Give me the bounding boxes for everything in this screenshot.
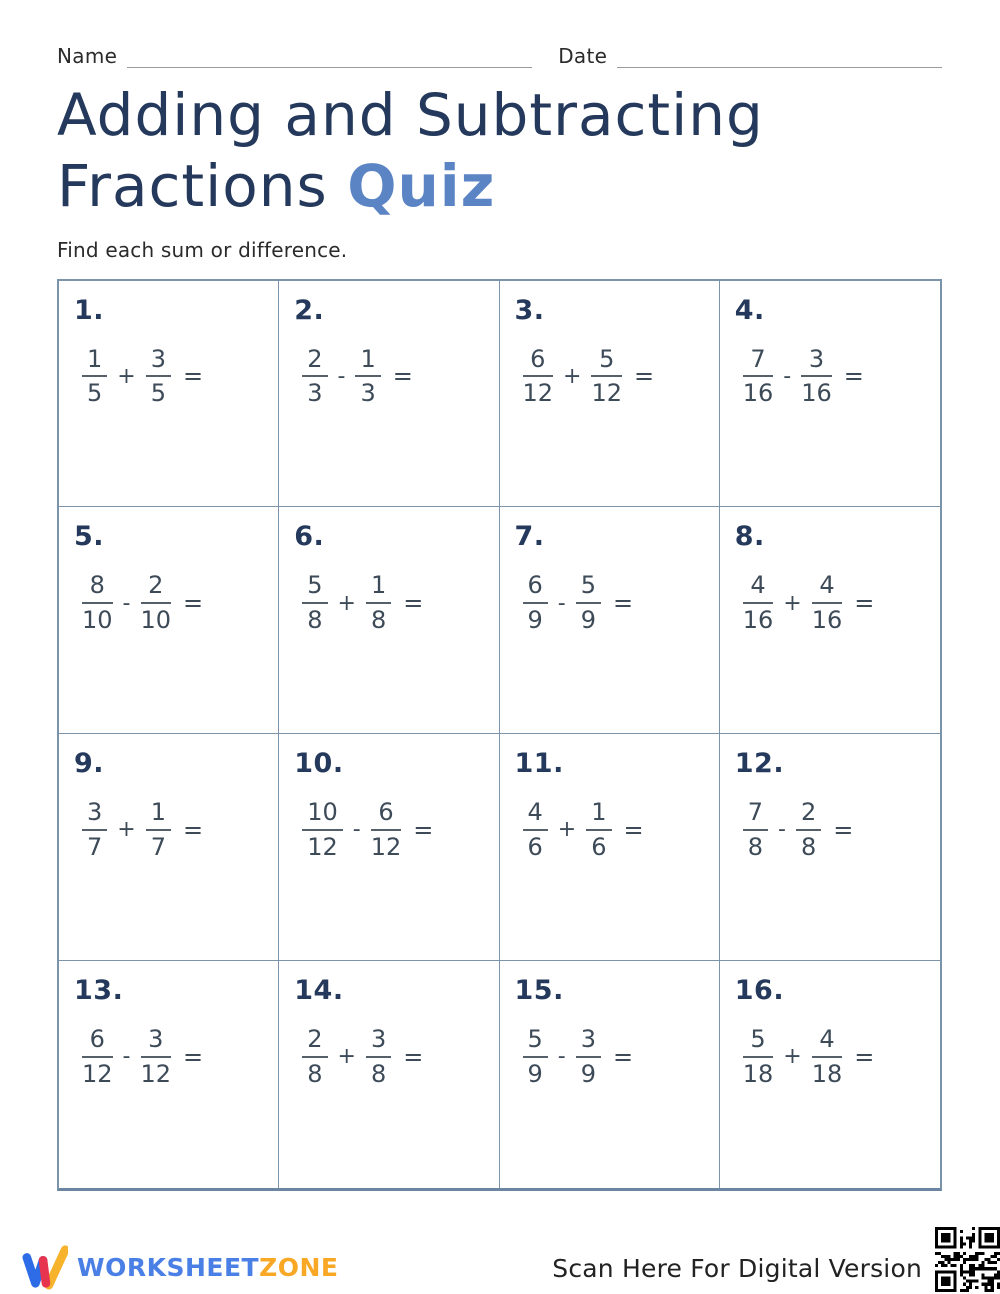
fraction-expression (294, 799, 492, 861)
numerator: 8 (82, 572, 113, 604)
fraction-a (82, 799, 107, 861)
fraction-expression (294, 572, 492, 634)
numerator: 2 (796, 799, 821, 831)
logo-word-worksheet: WORKSHEET (77, 1252, 260, 1282)
denominator: 12 (307, 832, 338, 861)
problem-cell-10 (279, 734, 499, 961)
numerator: 1 (146, 799, 171, 831)
date-label: Date (558, 44, 608, 68)
operator: - (557, 590, 566, 616)
fraction-b (146, 799, 171, 861)
problem-cell-14 (279, 961, 499, 1188)
problem-number: 15. (514, 974, 564, 1006)
numerator: 4 (743, 572, 774, 604)
problem-number: 14. (294, 974, 344, 1006)
fraction-expression (294, 1026, 492, 1088)
title-line2: Fractions (57, 151, 348, 220)
equals-sign: = (854, 1042, 875, 1071)
footer (22, 1227, 1000, 1292)
fraction-a (523, 346, 554, 408)
equals-sign: = (183, 362, 204, 391)
numerator: 2 (141, 572, 172, 604)
numerator: 7 (743, 799, 768, 831)
numerator: 3 (576, 1026, 601, 1058)
problem-cell-9 (59, 734, 279, 961)
fraction-expression (515, 1026, 713, 1088)
fraction-b (366, 1026, 391, 1088)
date-blank-line (617, 44, 942, 68)
fraction-a (82, 1026, 113, 1088)
operator: - (122, 590, 131, 616)
equals-sign: = (392, 362, 413, 391)
fraction-expression (294, 346, 492, 408)
numerator: 6 (82, 1026, 113, 1058)
fraction-a (302, 799, 343, 861)
problem-number: 7. (514, 521, 545, 553)
problem-number: 13. (74, 974, 124, 1006)
fraction-a (743, 572, 774, 634)
fraction-b (586, 799, 611, 861)
operator: + (783, 590, 802, 616)
problem-cell-7 (500, 507, 720, 734)
problem-number: 3. (514, 294, 545, 326)
denominator: 10 (140, 606, 172, 635)
denominator: 3 (307, 379, 323, 408)
denominator: 9 (527, 1059, 543, 1088)
name-date-row (57, 44, 942, 68)
fraction-expression (515, 346, 713, 408)
denominator: 9 (527, 606, 543, 635)
equals-sign: = (833, 815, 854, 844)
fraction-expression (515, 799, 713, 861)
numerator: 6 (523, 572, 548, 604)
numerator: 3 (141, 1026, 172, 1058)
fraction-expression (515, 572, 713, 634)
problem-number: 1. (74, 294, 105, 326)
denominator: 9 (580, 1059, 597, 1088)
problem-cell-2 (279, 281, 499, 508)
denominator: 7 (87, 832, 103, 861)
fraction-b (141, 572, 172, 634)
fraction-a (743, 346, 774, 408)
equals-sign: = (403, 1042, 424, 1071)
equals-sign: = (183, 589, 204, 618)
equals-sign: = (183, 1042, 204, 1071)
fraction-a (743, 1026, 774, 1088)
problems-grid (57, 279, 942, 1191)
problem-cell-11 (500, 734, 720, 961)
numerator: 5 (743, 1026, 774, 1058)
fraction-a (523, 799, 548, 861)
operator: + (117, 363, 136, 389)
name-label: Name (57, 44, 118, 68)
name-blank-line (127, 44, 532, 68)
denominator: 7 (150, 832, 166, 861)
denominator: 8 (800, 832, 817, 861)
equals-sign: = (413, 815, 434, 844)
operator: + (337, 590, 356, 616)
equals-sign: = (613, 589, 634, 618)
denominator: 6 (591, 832, 607, 861)
fraction-a (302, 1026, 327, 1088)
denominator: 12 (140, 1059, 172, 1088)
denominator: 16 (811, 606, 843, 635)
numerator: 4 (523, 799, 548, 831)
fraction-b (355, 346, 380, 408)
problem-cell-16 (720, 961, 940, 1188)
title-line1: Adding and Subtracting (57, 81, 764, 149)
problem-number: 9. (74, 748, 105, 779)
numerator: 10 (302, 799, 343, 831)
numerator: 1 (355, 346, 380, 378)
problem-cell-4 (720, 281, 940, 508)
fraction-b (812, 1026, 843, 1088)
problem-cell-5 (59, 507, 279, 734)
operator: + (783, 1044, 802, 1070)
fraction-expression (74, 346, 272, 408)
fraction-a (302, 346, 327, 408)
fraction-a (523, 572, 548, 634)
numerator: 5 (302, 572, 327, 604)
fraction-b (141, 1026, 172, 1088)
denominator: 10 (82, 606, 113, 635)
numerator: 5 (591, 346, 622, 378)
numerator: 1 (366, 572, 391, 604)
equals-sign: = (613, 1042, 634, 1071)
problem-number: 5. (74, 521, 105, 553)
numerator: 3 (366, 1026, 391, 1058)
denominator: 16 (742, 379, 774, 408)
fraction-b (576, 1026, 601, 1088)
problem-number: 10. (294, 748, 344, 779)
problem-number: 12. (734, 748, 785, 779)
denominator: 16 (742, 606, 774, 635)
numerator: 6 (371, 799, 402, 831)
denominator: 18 (742, 1059, 774, 1088)
equals-sign: = (623, 815, 644, 844)
denominator: 12 (370, 832, 402, 861)
fraction-expression (735, 799, 934, 861)
fraction-b (796, 799, 821, 861)
problem-cell-13 (59, 961, 279, 1188)
fraction-expression (74, 1026, 272, 1088)
denominator: 6 (527, 832, 543, 861)
fraction-expression (735, 1026, 934, 1088)
problem-cell-3 (500, 281, 720, 508)
fraction-a (302, 572, 327, 634)
denominator: 5 (150, 379, 166, 408)
denominator: 8 (370, 606, 387, 635)
problem-cell-8 (720, 507, 940, 734)
equals-sign: = (843, 362, 864, 391)
instructions-text: Find each sum or difference. (57, 237, 348, 262)
numerator: 2 (302, 1026, 327, 1058)
operator: - (783, 363, 792, 389)
numerator: 3 (801, 346, 832, 378)
logo-w-icon (22, 1244, 68, 1290)
denominator: 16 (801, 379, 832, 408)
numerator: 6 (523, 346, 554, 378)
fraction-a (743, 799, 768, 861)
numerator: 1 (82, 346, 107, 378)
operator: - (557, 1044, 566, 1070)
denominator: 5 (87, 379, 103, 408)
page-title (57, 80, 942, 222)
logo-text (77, 1253, 338, 1282)
numerator: 2 (302, 346, 327, 378)
denominator: 9 (580, 606, 597, 635)
fraction-b (371, 799, 402, 861)
fraction-a (82, 346, 107, 408)
operator: - (337, 363, 346, 389)
problem-cell-6 (279, 507, 499, 734)
numerator: 4 (812, 572, 843, 604)
fraction-b (366, 572, 391, 634)
numerator: 3 (146, 346, 171, 378)
fraction-a (82, 572, 113, 634)
problem-number: 6. (294, 521, 325, 553)
equals-sign: = (854, 589, 875, 618)
scan-section (552, 1227, 1000, 1292)
denominator: 8 (370, 1059, 387, 1088)
problem-number: 2. (294, 294, 325, 326)
problem-number: 11. (514, 748, 564, 779)
fraction-a (523, 1026, 548, 1088)
numerator: 3 (82, 799, 107, 831)
operator: + (337, 1044, 356, 1070)
denominator: 8 (747, 832, 764, 861)
fraction-b (812, 572, 843, 634)
numerator: 5 (576, 572, 601, 604)
equals-sign: = (183, 815, 204, 844)
operator: + (557, 817, 577, 843)
denominator: 3 (360, 379, 376, 408)
numerator: 1 (586, 799, 611, 831)
fraction-b (576, 572, 601, 634)
fraction-b (146, 346, 171, 408)
problem-number: 4. (734, 294, 765, 326)
numerator: 5 (523, 1026, 548, 1058)
operator: + (563, 363, 582, 389)
equals-sign: = (403, 589, 424, 618)
fraction-b (591, 346, 622, 408)
problem-cell-12 (720, 734, 940, 961)
denominator: 12 (522, 379, 554, 408)
worksheet-zone-logo (22, 1244, 338, 1292)
fraction-expression (74, 572, 272, 634)
qr-code (935, 1227, 1000, 1292)
numerator: 4 (812, 1026, 843, 1058)
title-highlight: Quiz (347, 151, 496, 220)
problem-cell-15 (500, 961, 720, 1188)
problem-number: 8. (734, 521, 765, 553)
operator: + (117, 817, 136, 843)
denominator: 18 (811, 1059, 843, 1088)
denominator: 8 (307, 606, 323, 635)
operator: - (778, 817, 786, 843)
denominator: 8 (307, 1059, 323, 1088)
numerator: 7 (743, 346, 774, 378)
denominator: 12 (591, 379, 623, 408)
problem-cell-1 (59, 281, 279, 508)
equals-sign: = (634, 362, 655, 391)
operator: - (122, 1044, 131, 1070)
operator: - (352, 817, 361, 843)
fraction-expression (735, 346, 934, 408)
scan-here-text: Scan Here For Digital Version (552, 1254, 922, 1283)
fraction-expression (74, 799, 272, 861)
problem-number: 16. (734, 974, 785, 1006)
denominator: 12 (82, 1059, 113, 1088)
fraction-b (801, 346, 832, 408)
logo-word-zone: ZONE (259, 1252, 339, 1282)
fraction-expression (735, 572, 934, 634)
